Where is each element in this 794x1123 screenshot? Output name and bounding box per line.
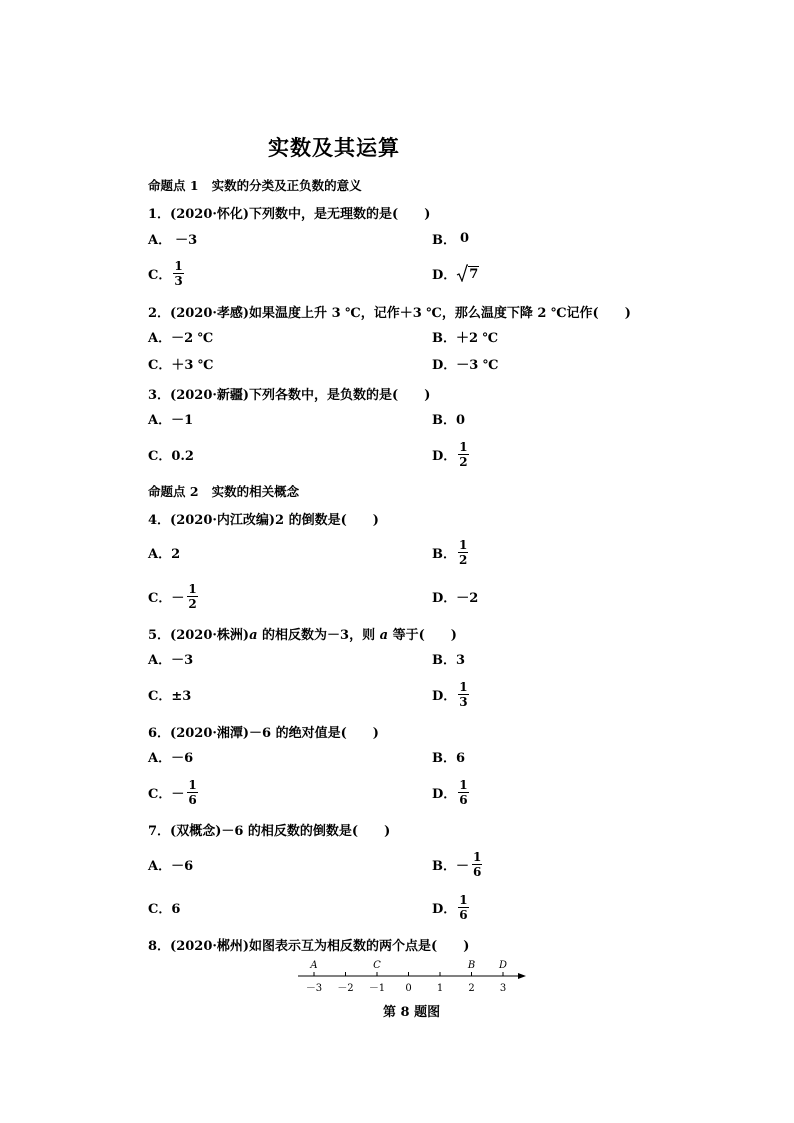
q1-option-a: [148, 218, 197, 258]
number-line-tick-label: 2: [468, 983, 475, 994]
q7-option-a: A．－6: [148, 858, 194, 874]
fraction: $\frac{1}{6}$: [188, 777, 197, 807]
option-label: B．: [432, 546, 456, 562]
minus-sign: －: [171, 786, 185, 802]
q6-option-a: A．－6: [148, 750, 194, 766]
q1-option-b: [432, 218, 469, 258]
q2-option-d: D．－3 ℃: [432, 357, 499, 373]
q6-option-b: B．6: [432, 750, 466, 766]
question-1: 1．(2020·怀化)下列数中，是无理数的是( ): [148, 207, 431, 222]
q3-option-b: B．0: [432, 412, 466, 428]
variable-a: a: [249, 628, 258, 643]
radical-sign-icon: [456, 264, 468, 282]
q7-option-c: C．6: [148, 901, 181, 917]
option-label: C．: [148, 590, 172, 606]
fraction: $\frac{1}{6}$: [473, 849, 482, 879]
q4-option-d: D．－2: [432, 590, 479, 606]
number-line-tick-label: 3: [499, 983, 507, 994]
option-label: C．: [148, 267, 172, 283]
question-4: 4．(2020·内江改编)2 的倒数是( ): [148, 513, 379, 528]
q2-option-a: A．－2 ℃: [148, 330, 214, 346]
fraction: $\frac{1}{2}$: [188, 581, 197, 611]
fraction: $\frac{1}{2}$: [459, 537, 468, 567]
option-label: D．: [432, 448, 457, 464]
q6-option-c: [148, 772, 198, 812]
q1-option-d: [432, 253, 479, 293]
q4-option-a: A．2: [148, 546, 181, 562]
figure-caption: 第 8 题图: [383, 1005, 441, 1020]
fraction: $\frac{1}{6}$: [459, 777, 468, 807]
option-value: －3: [175, 232, 198, 248]
section-text: 实数的相关概念: [211, 484, 300, 499]
option-label: D．: [432, 901, 457, 917]
number-line-tick-label: 0: [405, 983, 412, 994]
q4-option-c: [148, 576, 198, 616]
section-heading-1: [148, 176, 362, 194]
number-line-tick-label: －3: [305, 983, 323, 994]
fraction: $\frac{1}{2}$: [459, 439, 468, 469]
question-6: 6．(2020·湘潭)－6 的绝对值是( ): [148, 726, 379, 741]
q1-option-c: [148, 253, 184, 293]
option-value: 0: [460, 230, 470, 246]
q7-option-b: [432, 844, 482, 884]
question-8: 8．(2020·郴州)如图表示互为相反数的两个点是( ): [148, 939, 470, 954]
fraction: $\frac{1}{3}$: [174, 258, 183, 288]
q7-option-d: [432, 887, 469, 927]
option-label: D．: [432, 267, 457, 283]
q3-option-c: C．0.2: [148, 448, 194, 464]
option-label: C．: [148, 786, 172, 802]
section-label: 命题点 2: [148, 484, 199, 499]
question-3: 3．(2020·新疆)下列各数中，是负数的是( ): [148, 388, 431, 403]
q6-option-d: [432, 772, 469, 812]
q2-option-c: C．＋3 ℃: [148, 357, 214, 373]
number-line-figure: [292, 955, 532, 995]
number-line-tick-label: －2: [337, 983, 354, 994]
fraction: $\frac{1}{3}$: [459, 679, 468, 709]
q5-option-d: [432, 674, 469, 714]
minus-sign: －: [456, 858, 470, 874]
q5-option-a: A．－3: [148, 652, 194, 668]
page-title: 实数及其运算: [268, 135, 400, 160]
q5-option-c: C．±3: [148, 688, 192, 704]
q4-option-b: [432, 532, 468, 572]
minus-sign: －: [171, 590, 185, 606]
variable-a: a: [379, 628, 389, 643]
option-label: B．: [432, 232, 456, 248]
q5-option-b: B．3: [432, 652, 466, 668]
number-line-point-label: B: [467, 960, 476, 971]
option-label: D．: [432, 786, 457, 802]
fraction: $\frac{1}{6}$: [459, 892, 468, 922]
q3-option-a: A．－1: [148, 412, 194, 428]
q2-option-b: B．＋2 ℃: [432, 330, 499, 346]
number-line-point-label: D: [498, 960, 508, 971]
option-label: A．: [148, 232, 172, 248]
section-heading-2: [148, 482, 299, 500]
square-root: 7: [456, 264, 479, 282]
arrow-right-icon: [518, 973, 526, 979]
section-text: 实数的分类及正负数的意义: [211, 178, 362, 193]
option-label: D．: [432, 688, 457, 704]
number-line-tick-label: 1: [436, 983, 444, 994]
question-7: 7．(双概念)－6 的相反数的倒数是( ): [148, 824, 391, 839]
option-label: B．: [432, 858, 456, 874]
question-2: 2．(2020·孝感)如果温度上升 3 ℃，记作＋3 ℃，那么温度下降 2 ℃记作( ): [148, 306, 631, 321]
section-label: 命题点 1: [148, 178, 199, 193]
number-line-point-label: C: [373, 960, 381, 971]
question-5: 5．(2020·株洲)a 的相反数为－3，则 a 等于( ): [148, 628, 457, 643]
q3-option-d: [432, 434, 469, 474]
number-line-tick-label: －1: [368, 983, 386, 994]
number-line-point-label: A: [310, 960, 318, 971]
